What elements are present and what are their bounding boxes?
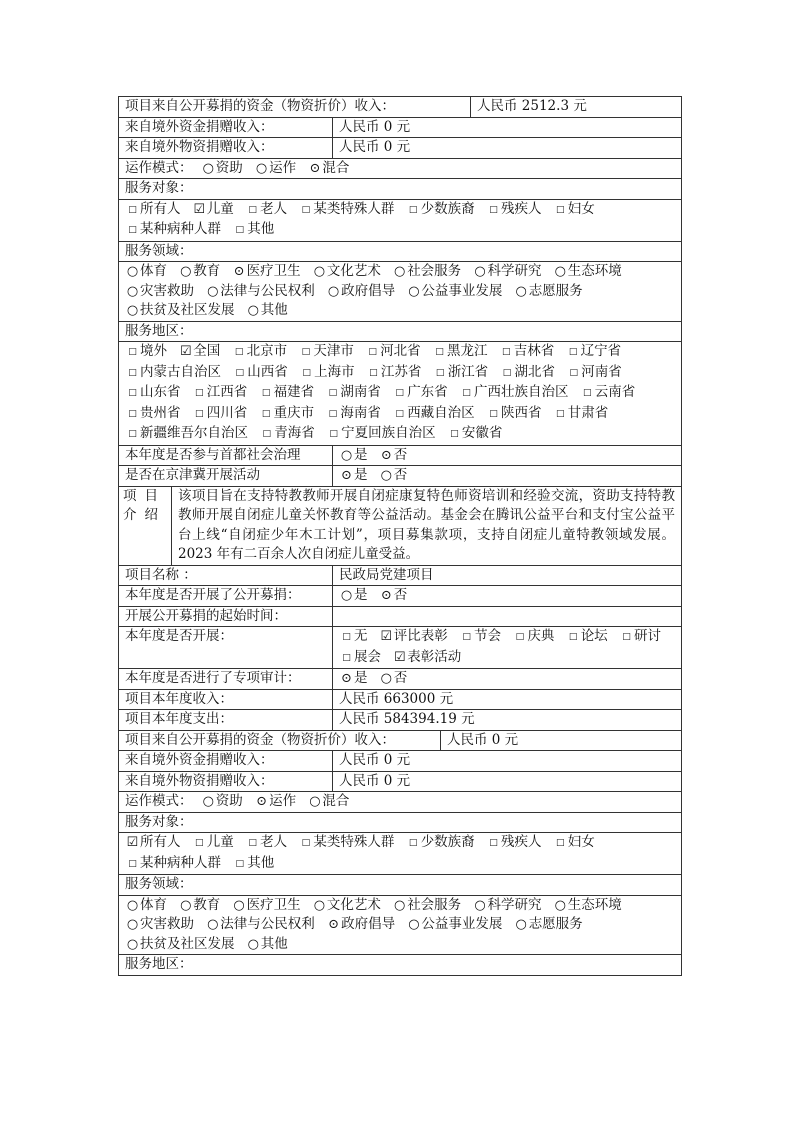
region-option[interactable]: □ 福建省 [259, 384, 315, 400]
field-option[interactable]: ○ 其他 [246, 302, 288, 318]
audit-no-option[interactable]: ○ 否 [379, 670, 408, 686]
checkbox-empty-icon: □ [489, 408, 498, 419]
jjj-no-option[interactable]: ○ 否 [379, 467, 408, 483]
target-options-row [118, 200, 682, 242]
checkbox-empty-icon: □ [435, 347, 444, 357]
checkbox-empty-icon: □ [235, 858, 245, 869]
region-option[interactable]: □ 河北省 [365, 343, 421, 359]
field-option[interactable]: ○ 文化艺术 [312, 897, 381, 913]
foreign-cash-label: 来自境外资金捐赠收入： [125, 118, 274, 135]
target-option[interactable]: □ 少数族裔 [406, 201, 475, 217]
radio-empty-icon: ○ [126, 936, 139, 952]
radio-empty-icon: ○ [554, 264, 566, 279]
region-option[interactable]: □ 湖北省 [499, 364, 555, 380]
jjj-yes-option[interactable]: ⊙ 是 [339, 467, 368, 483]
project-name-label: 项目名称 ： [125, 566, 197, 583]
radio-empty-icon: ○ [340, 447, 353, 463]
income-row [118, 690, 682, 711]
expense-value: 人民币 584394.19 元 [332, 710, 681, 730]
mode-label-2: 运作模式： [125, 793, 193, 809]
start-time-value [332, 607, 681, 627]
region-label: 服务地区： [125, 322, 193, 339]
held-option[interactable]: □ 论坛 [566, 628, 608, 644]
held-option[interactable]: □ 庆典 [512, 628, 554, 644]
checkbox-empty-icon: □ [128, 858, 137, 869]
field-option[interactable]: ○ 扶贫及社区发展 [125, 936, 235, 952]
field-option[interactable]: ⊙ 医疗卫生 [232, 263, 301, 279]
target-option[interactable]: □ 妇女 [553, 834, 595, 850]
checkbox-empty-icon: □ [342, 652, 351, 663]
start-time-row [118, 607, 682, 628]
checkbox-empty-icon: □ [583, 388, 592, 398]
checkbox-empty-icon: □ [368, 347, 377, 357]
checkbox-empty-icon: □ [328, 388, 338, 398]
checkbox-empty-icon: □ [462, 632, 471, 642]
radio-empty-icon: ○ [340, 588, 353, 603]
checkbox-empty-icon: □ [261, 408, 271, 419]
foreign-goods-value: 人民币 0 元 [332, 138, 681, 158]
radio-empty-icon: ○ [180, 264, 192, 279]
radio-selected-icon: ⊙ [233, 264, 245, 279]
checkbox-empty-icon: □ [128, 347, 137, 357]
field-label-row [118, 242, 682, 263]
checkbox-checked-icon: ☑ [380, 629, 393, 644]
project-name-row [118, 566, 682, 587]
radio-empty-icon: ○ [126, 917, 139, 932]
checkbox-empty-icon: □ [301, 347, 311, 357]
capital-no-option[interactable]: ⊙ 否 [379, 447, 408, 463]
mode-label: 运作模式： [125, 159, 193, 176]
foreign-goods-label-2: 来自境外物资捐赠收入： [125, 772, 274, 789]
checkbox-empty-icon: □ [128, 429, 137, 439]
target-option[interactable]: □ 老人 [245, 201, 287, 217]
region-option[interactable]: □ 四川省 [192, 405, 248, 421]
region-label-2: 服务地区： [125, 956, 193, 972]
public-raise-no-option[interactable]: ⊙ 否 [379, 587, 408, 603]
field-option[interactable]: ○ 公益事业发展 [406, 916, 502, 932]
project-name-value: 民政局党建项目 [332, 566, 681, 586]
radio-empty-icon: ○ [474, 897, 486, 913]
radio-empty-icon: ○ [180, 897, 192, 913]
target-option[interactable]: □ 某类特殊人群 [298, 834, 394, 850]
checkbox-empty-icon: □ [435, 367, 445, 378]
checkbox-empty-icon: □ [342, 632, 351, 642]
target-option[interactable]: □ 残疾人 [486, 201, 542, 217]
radio-empty-icon: ○ [474, 264, 486, 279]
foreign-goods-row-2 [118, 772, 682, 793]
checkbox-empty-icon: □ [622, 632, 631, 642]
checkbox-empty-icon: □ [234, 347, 244, 357]
target-label-row [118, 179, 682, 200]
field-option[interactable]: ○ 公益事业发展 [406, 283, 502, 299]
radio-empty-icon: ○ [380, 468, 392, 483]
mode-option[interactable]: ○ 资助 [201, 160, 243, 176]
radio-empty-icon: ○ [380, 671, 392, 686]
field-option[interactable]: ○ 体育 [125, 263, 167, 279]
checkbox-empty-icon: □ [195, 388, 204, 398]
target-option[interactable]: □ 残疾人 [486, 834, 542, 850]
radio-empty-icon: ○ [309, 794, 321, 809]
target-label-row-2 [118, 813, 682, 834]
region-option[interactable]: □ 西藏自治区 [392, 405, 475, 421]
radio-empty-icon: ○ [313, 264, 326, 279]
region-option[interactable]: □ 境外 [125, 343, 167, 359]
checkbox-empty-icon: □ [395, 408, 404, 419]
checkbox-empty-icon: □ [568, 347, 578, 357]
held-option[interactable]: ☑ 表彰活动 [392, 649, 461, 665]
checkbox-empty-icon: □ [128, 408, 137, 419]
audit-row [118, 669, 682, 690]
checkbox-empty-icon: □ [569, 367, 579, 378]
field-label-2: 服务领域： [125, 876, 193, 892]
mode-row-2 [118, 792, 682, 813]
field-option[interactable]: ○ 生态环境 [553, 897, 622, 913]
field-option[interactable]: ○ 其他 [246, 936, 288, 952]
region-option[interactable]: □ 浙江省 [433, 364, 489, 380]
region-option[interactable]: □ 辽宁省 [566, 343, 622, 359]
checkbox-empty-icon: □ [128, 388, 137, 398]
checkbox-empty-icon: □ [262, 429, 272, 439]
foreign-cash-row-2 [118, 751, 682, 772]
radio-selected-icon: ⊙ [380, 447, 392, 463]
checkbox-empty-icon: □ [195, 838, 204, 848]
intro-row [118, 487, 682, 566]
region-option[interactable]: □ 新疆维吾尔自治区 [125, 425, 248, 441]
radio-empty-icon: ○ [515, 917, 527, 932]
public-fund-value: 人民币 2512.3 元 [470, 97, 681, 117]
checkbox-empty-icon: □ [489, 204, 498, 215]
region-option[interactable]: □ 安徽省 [447, 425, 503, 441]
radio-empty-icon: ○ [207, 917, 219, 932]
checkbox-empty-icon: □ [556, 408, 565, 419]
field-option[interactable]: ○ 生态环境 [553, 263, 622, 279]
checkbox-empty-icon: □ [502, 347, 511, 357]
field-option[interactable]: ○ 体育 [125, 897, 167, 913]
field-option[interactable]: ○ 法律与公民权利 [205, 283, 315, 299]
radio-empty-icon: ○ [207, 283, 219, 299]
radio-empty-icon: ○ [394, 264, 406, 279]
foreign-goods-value-2: 人民币 0 元 [332, 772, 681, 792]
radio-empty-icon: ○ [554, 897, 566, 913]
jjj-row [118, 466, 682, 487]
checkbox-empty-icon: □ [556, 838, 565, 848]
held-option[interactable]: □ 研讨 [619, 628, 661, 644]
radio-selected-icon: ⊙ [380, 588, 392, 603]
checkbox-empty-icon: □ [261, 388, 271, 398]
foreign-cash-row [118, 118, 682, 139]
held-row [118, 627, 682, 669]
field-options-row-2 [118, 896, 682, 956]
mode-option[interactable]: ○ 运作 [254, 160, 296, 176]
region-option[interactable]: □ 上海市 [299, 364, 355, 380]
checkbox-checked-icon: ☑ [193, 201, 206, 217]
checkbox-checked-icon: ☑ [393, 649, 406, 665]
public-raise-yes-option[interactable]: ○ 是 [339, 587, 368, 603]
held-option[interactable]: □ 展会 [339, 649, 381, 665]
target-option[interactable]: □ 某种病种人群 [125, 855, 221, 871]
region-option[interactable]: □ 黑龙江 [432, 343, 488, 359]
radio-empty-icon: ○ [233, 897, 245, 913]
region-option[interactable]: □ 北京市 [232, 343, 288, 359]
checkbox-checked-icon: ☑ [179, 344, 192, 359]
checkbox-empty-icon: □ [408, 204, 418, 215]
field-option[interactable]: ○ 医疗卫生 [232, 897, 301, 913]
checkbox-empty-icon: □ [568, 632, 578, 642]
radio-empty-icon: ○ [408, 917, 420, 932]
held-option[interactable]: □ 无 [339, 628, 368, 644]
income-label: 项目本年度收入： [125, 690, 233, 707]
mode-option[interactable]: ⊙ 运作 [254, 793, 296, 809]
mode-row [118, 159, 682, 180]
checkbox-empty-icon: □ [302, 367, 311, 378]
field-option[interactable]: ○ 文化艺术 [312, 263, 381, 279]
region-option[interactable]: □ 海南省 [325, 405, 381, 421]
region-option[interactable]: □ 江西省 [192, 384, 248, 400]
held-option[interactable]: ☑ 评比表彰 [379, 628, 448, 644]
field-label: 服务领域： [125, 242, 193, 259]
radio-selected-icon: ⊙ [328, 917, 340, 932]
target-option[interactable]: □ 所有人 [125, 201, 181, 217]
radio-selected-icon: ⊙ [341, 468, 352, 483]
region-option[interactable]: □ 湖南省 [325, 384, 381, 400]
checkbox-empty-icon: □ [248, 838, 257, 848]
held-label: 本年度是否开展： [125, 628, 233, 644]
radio-selected-icon: ⊙ [256, 794, 268, 809]
field-options-row [118, 262, 682, 322]
region-option[interactable]: □ 天津市 [298, 343, 354, 359]
region-option[interactable]: □ 内蒙古自治区 [125, 364, 221, 380]
income-value: 人民币 663000 元 [332, 690, 681, 710]
checkbox-empty-icon: □ [195, 408, 204, 419]
public-fund-label-2: 项目来自公开募捐的资金（物资折价）收入： [125, 731, 395, 748]
checkbox-empty-icon: □ [328, 408, 338, 419]
target-option[interactable]: □ 其他 [232, 221, 274, 237]
field-option[interactable]: ○ 法律与公民权利 [205, 916, 315, 932]
start-time-label: 开展公开募捐的起始时间： [125, 607, 287, 624]
radio-empty-icon: ○ [202, 794, 214, 809]
checkbox-empty-icon: □ [235, 225, 245, 235]
field-option[interactable]: ○ 社会服务 [392, 263, 461, 279]
field-option[interactable]: ○ 教育 [178, 263, 220, 279]
mode-option[interactable]: ○ 混合 [307, 793, 349, 809]
checkbox-empty-icon: □ [369, 367, 378, 378]
mode-option[interactable]: ⊙ 混合 [307, 160, 349, 176]
foreign-cash-value-2: 人民币 0 元 [332, 751, 681, 771]
checkbox-empty-icon: □ [556, 204, 565, 215]
radio-empty-icon: ○ [394, 897, 406, 913]
foreign-goods-label: 来自境外物资捐赠收入： [125, 139, 274, 155]
region-option[interactable]: □ 甘肃省 [553, 405, 609, 421]
target-label-2: 服务对象： [125, 813, 193, 830]
target-option[interactable]: □ 妇女 [553, 201, 595, 217]
radio-empty-icon: ○ [126, 897, 139, 913]
report-form [118, 96, 682, 976]
radio-empty-icon: ○ [126, 303, 139, 318]
field-option[interactable]: ○ 志愿服务 [514, 283, 583, 299]
checkbox-empty-icon: □ [502, 367, 512, 378]
checkbox-empty-icon: □ [235, 367, 245, 378]
radio-empty-icon: ○ [202, 160, 214, 176]
field-label-row-2 [118, 875, 682, 896]
public-fund-row-2 [118, 731, 682, 752]
field-option[interactable]: ⊙ 政府倡导 [326, 916, 395, 932]
target-option[interactable]: □ 某种病种人群 [125, 221, 221, 237]
region-option[interactable]: □ 河南省 [566, 364, 622, 380]
checkbox-empty-icon: □ [489, 838, 498, 848]
field-option[interactable]: ○ 灾害救助 [125, 916, 194, 932]
region-options-row [118, 342, 682, 446]
target-option[interactable]: □ 少数族裔 [406, 834, 475, 850]
target-option[interactable]: ☑ 儿童 [192, 201, 234, 217]
region-option[interactable]: ☑ 全国 [178, 343, 220, 359]
region-option[interactable]: □ 广东省 [392, 384, 448, 400]
capital-governance-label: 本年度是否参与首都社会治理 [125, 446, 301, 463]
target-option[interactable]: ☑ 所有人 [125, 834, 181, 850]
mode-option[interactable]: ○ 资助 [201, 793, 243, 809]
field-option[interactable]: ○ 灾害救助 [125, 283, 194, 299]
held-option[interactable]: □ 节会 [459, 628, 501, 644]
region-option[interactable]: □ 陕西省 [486, 405, 542, 421]
checkbox-empty-icon: □ [450, 429, 459, 439]
checkbox-empty-icon: □ [128, 367, 137, 378]
field-option[interactable]: ○ 科学研究 [472, 897, 541, 913]
public-raise-label: 本年度是否开展了公开募捐： [125, 587, 301, 603]
foreign-goods-row [118, 138, 682, 159]
region-option[interactable]: □ 江苏省 [366, 364, 422, 380]
radio-empty-icon: ○ [515, 283, 527, 299]
radio-empty-icon: ○ [247, 303, 259, 318]
checkbox-empty-icon: □ [128, 225, 137, 235]
radio-empty-icon: ○ [247, 936, 259, 952]
audit-label: 本年度是否进行了专项审计： [125, 670, 301, 686]
public-raise-row [118, 586, 682, 607]
target-option[interactable]: □ 老人 [245, 834, 287, 850]
checkbox-empty-icon: □ [248, 204, 257, 215]
foreign-cash-value: 人民币 0 元 [332, 118, 681, 138]
target-option[interactable]: □ 某类特殊人群 [298, 201, 394, 217]
field-option[interactable]: ○ 社会服务 [392, 897, 461, 913]
checkbox-empty-icon: □ [301, 204, 311, 215]
field-option[interactable]: ○ 政府倡导 [326, 283, 395, 299]
region-options [119, 342, 681, 445]
region-option[interactable]: □ 宁夏回族自治区 [326, 425, 436, 441]
checkbox-empty-icon: □ [395, 388, 404, 398]
region-option[interactable]: □ 重庆市 [259, 405, 315, 421]
checkbox-empty-icon: □ [408, 838, 418, 848]
target-label: 服务对象： [125, 180, 193, 196]
field-option[interactable]: ○ 教育 [178, 897, 220, 913]
foreign-cash-label-2: 来自境外资金捐赠收入： [125, 752, 274, 768]
public-fund-label: 项目来自公开募捐的资金（物资折价）收入： [125, 98, 395, 114]
checkbox-empty-icon: □ [515, 632, 525, 642]
checkbox-empty-icon: □ [128, 204, 137, 215]
intro-text: 该项目旨在支持特教教师开展自闭症康复特色师资培训和经验交流，资助支持特教教师开展自闭症儿童关怀教育等公益活动。基金会在腾讯公益平台和支付宝公益平台上线“自闭症少年木工计划”，项目募集款项，支持自闭症儿童特教领域发展。2023 年有二百余人次自闭症儿童受益。 [171, 487, 681, 565]
region-option[interactable]: □ 青海省 [259, 425, 315, 441]
radio-empty-icon: ○ [313, 897, 326, 913]
radio-selected-icon: ⊙ [309, 160, 321, 176]
intro-label: 项目介绍 [123, 487, 166, 523]
field-option[interactable]: ○ 扶贫及社区发展 [125, 302, 235, 318]
radio-empty-icon: ○ [255, 160, 268, 176]
audit-yes-option[interactable]: ⊙ 是 [339, 670, 368, 686]
expense-row [118, 710, 682, 731]
capital-governance-row [118, 446, 682, 467]
target-option[interactable]: □ 其他 [232, 855, 274, 871]
radio-empty-icon: ○ [126, 264, 139, 279]
region-option[interactable]: □ 云南省 [580, 384, 636, 400]
public-fund-row [118, 97, 682, 118]
checkbox-empty-icon: □ [462, 388, 471, 398]
public-fund-value-2: 人民币 0 元 [440, 731, 681, 751]
region-option[interactable]: □ 山西省 [232, 364, 288, 380]
radio-selected-icon: ⊙ [341, 671, 352, 686]
radio-empty-icon: ○ [327, 283, 340, 299]
expense-label: 项目本年度支出： [125, 711, 233, 727]
checkbox-empty-icon: □ [301, 838, 311, 848]
target-option[interactable]: □ 儿童 [192, 834, 234, 850]
capital-yes-option[interactable]: ○ 是 [339, 447, 368, 463]
region-label-row [118, 322, 682, 343]
region-label-row-2 [118, 955, 682, 976]
radio-empty-icon: ○ [126, 283, 139, 299]
region-option[interactable]: □ 山东省 [125, 384, 181, 400]
target-options-row-2 [118, 833, 682, 875]
region-option[interactable]: □ 广西壮族自治区 [459, 384, 569, 400]
region-option[interactable]: □ 贵州省 [125, 405, 181, 421]
region-option[interactable]: □ 吉林省 [499, 343, 555, 359]
field-option[interactable]: ○ 科学研究 [472, 263, 541, 279]
checkbox-checked-icon: ☑ [126, 835, 139, 850]
field-option[interactable]: ○ 志愿服务 [514, 916, 583, 932]
jjj-label: 是否在京津冀开展活动 [125, 467, 260, 483]
radio-empty-icon: ○ [408, 283, 420, 299]
checkbox-empty-icon: □ [329, 429, 338, 439]
